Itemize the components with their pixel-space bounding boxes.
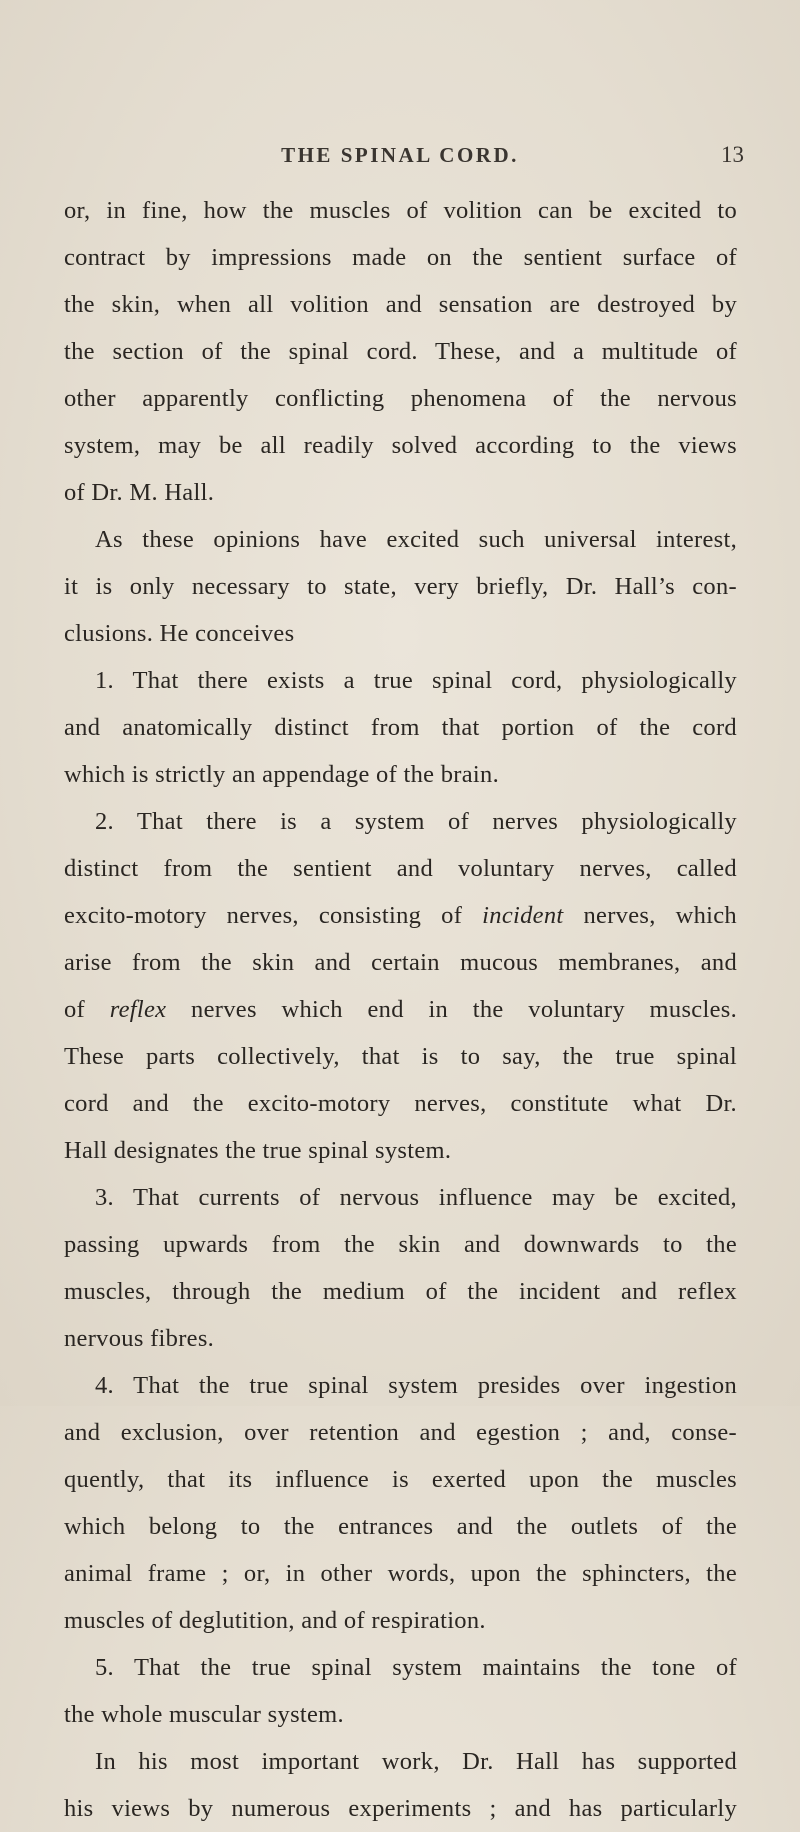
- paragraph-first-line: As these opinions have excited such universal interest,: [95, 526, 737, 553]
- text-line: muscles of deglutition, and of respiration.: [64, 1607, 486, 1634]
- text-line: which belong to the entrances and the outlets of the: [64, 1513, 737, 1540]
- page-number: 13: [721, 142, 744, 167]
- text-segment: nerves, which: [563, 902, 737, 929]
- paragraph-first-line: In his most important work, Dr. Hall has supported: [95, 1748, 737, 1775]
- text-line: or, in fine, how the muscles of volition can be excited to: [64, 197, 737, 224]
- text-line: distinct from the sentient and voluntary nerves, called: [64, 855, 737, 882]
- body-text: [64, 187, 737, 1832]
- text-line: it is only necessary to state, very briefly, Dr. Hall’s con-: [64, 573, 737, 600]
- text-line: his views by numerous experiments ; and has particularly: [64, 1795, 737, 1822]
- text-line: Hall designates the true spinal system.: [64, 1137, 452, 1164]
- text-line: which is strictly an appendage of the brain.: [64, 761, 500, 788]
- italic-term: reflex: [109, 996, 167, 1023]
- list-item-2-first-line: 2. That there is a system of nerves physiologically: [95, 808, 737, 835]
- text-line: and anatomically distinct from that portion of the cord: [64, 714, 737, 741]
- text-line: animal frame ; or, in other words, upon the sphincters, the: [64, 1560, 737, 1587]
- list-item-4-first-line: 4. That the true spinal system presides over ingestion: [95, 1372, 737, 1399]
- text-line: nervous fibres.: [64, 1325, 215, 1352]
- text-segment: excito-motory nerves, consisting of: [64, 902, 483, 929]
- text-line: arise from the skin and certain mucous membranes, and: [64, 949, 737, 976]
- italic-term: incident: [482, 902, 564, 929]
- running-title: THE SPINAL CORD.: [281, 143, 519, 167]
- list-item-5-first-line: 5. That the true spinal system maintains the tone of: [95, 1654, 737, 1681]
- text-line: muscles, through the medium of the incident and reflex: [64, 1278, 737, 1305]
- text-line: and exclusion, over retention and egestion ; and, conse-: [64, 1419, 737, 1446]
- text-segment: of: [64, 996, 110, 1023]
- text-line: clusions. He conceives: [64, 620, 295, 647]
- text-line: contract by impressions made on the sentient surface of: [64, 244, 737, 271]
- text-line: the section of the spinal cord. These, and a multitude of: [64, 338, 737, 365]
- text-line: passing upwards from the skin and downwards to the: [64, 1231, 737, 1258]
- text-line-with-italic: [64, 986, 737, 1033]
- text-line: cord and the excito-motory nerves, constitute what Dr.: [64, 1090, 737, 1117]
- text-segment: nerves which end in the voluntary muscles.: [166, 996, 738, 1023]
- text-line: other apparently conflicting phenomena of the nervous: [64, 385, 737, 412]
- list-item-3-first-line: 3. That currents of nervous influence may be excited,: [95, 1184, 737, 1211]
- list-item-1-first-line: 1. That there exists a true spinal cord, physiologically: [95, 667, 737, 694]
- text-line: quently, that its influence is exerted upon the muscles: [64, 1466, 737, 1493]
- text-line: the whole muscular system.: [64, 1701, 344, 1728]
- text-line: These parts collectively, that is to say, the true spinal: [64, 1043, 737, 1070]
- text-line-with-italic: [64, 892, 737, 939]
- text-line: of Dr. M. Hall.: [64, 479, 215, 506]
- running-head: [0, 143, 800, 183]
- text-line: system, may be all readily solved according to the views: [64, 432, 737, 459]
- text-line: the skin, when all volition and sensation are destroyed by: [64, 291, 737, 318]
